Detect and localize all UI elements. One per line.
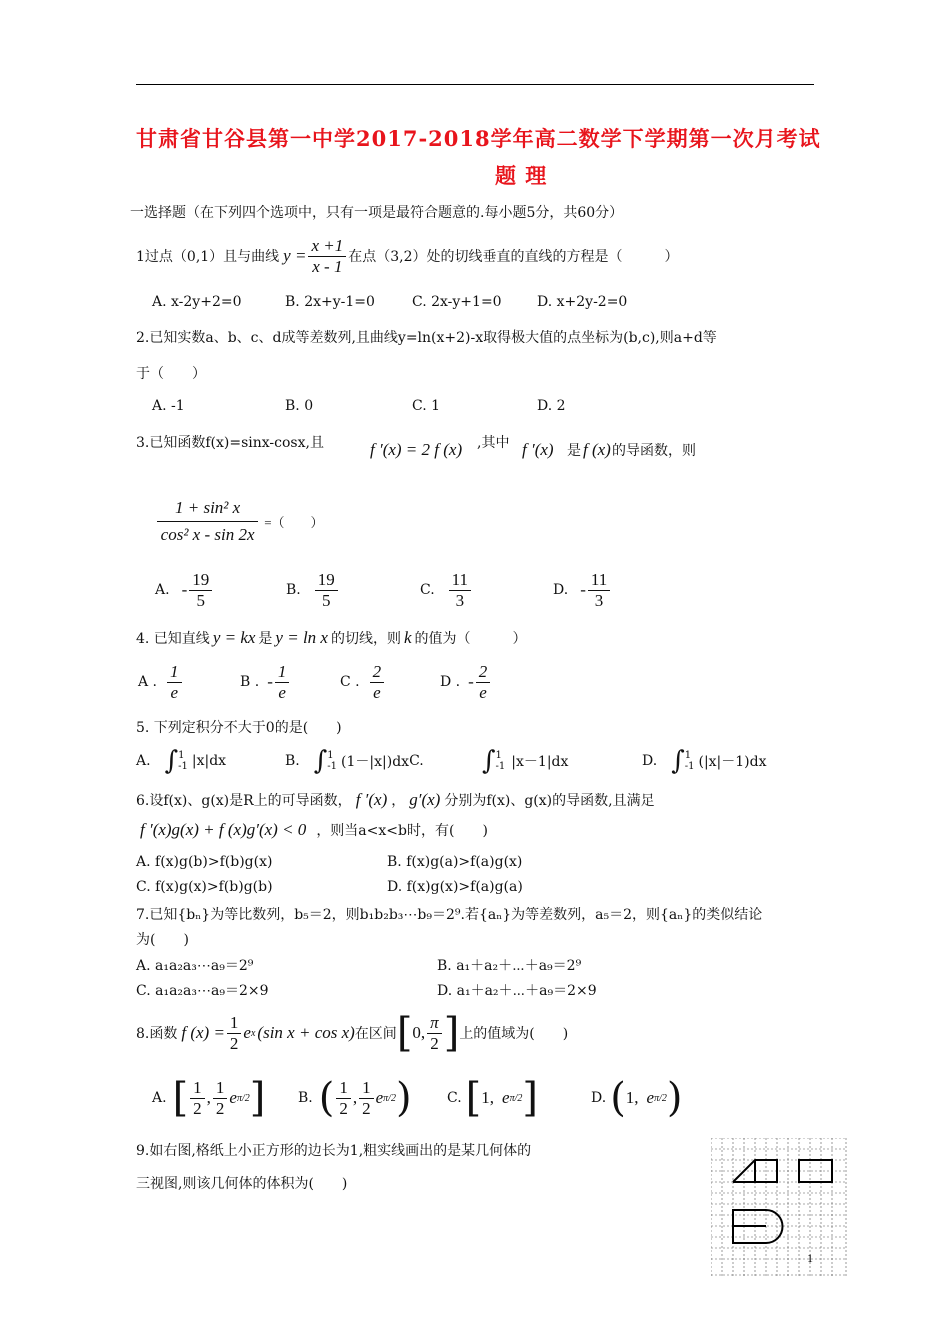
q5-bounds-c (496, 750, 506, 772)
q5-bounds-a (178, 750, 188, 772)
q3-option-a (155, 570, 214, 610)
q8-opt-d-exp: π/2 (654, 1092, 667, 1104)
q2-option-c: C. 1 (412, 398, 441, 414)
q5-lower-a: -1 (178, 761, 188, 772)
q8-opt-a-d2: 2 (215, 1098, 225, 1118)
section-heading: 一选择题（在下列四个选项中，只有一项是最符合题意的.每小题5分，共60分） (130, 205, 624, 221)
q3-option-b (286, 570, 340, 610)
q8-opt-a-lb: [ (172, 1075, 189, 1121)
q8-opt-b-comma: , (352, 1088, 358, 1107)
q4-text-d: 的值为（ ） (414, 631, 527, 647)
q4-opt-a-den: e (170, 682, 179, 702)
q5-opt-c-body: |x－1|dx (511, 754, 569, 770)
q5-upper-c: 1 (495, 750, 502, 761)
q4-option-d (440, 662, 492, 702)
q1-text-b: 在点（3,2）处的切线垂直的直线的方程是（ ） (348, 249, 679, 265)
q3-opt-d-frac (588, 570, 610, 610)
q8-opt-b-n2: 1 (359, 1078, 374, 1099)
q2-option-a: A. -1 (152, 398, 185, 414)
q4-text-a: 4. 已知直线 (136, 631, 210, 647)
q4-text-b: 是 (258, 631, 273, 647)
q8-pi: π (427, 1013, 442, 1034)
q8-opt-a-frac1 (190, 1078, 205, 1118)
title-line-1: 甘肃省甘谷县第一中学2017-2018学年高二数学下学期第一次月考试 (136, 126, 821, 151)
q3-opt-c-frac (449, 570, 471, 610)
q5-integral-sign-a: ∫ (164, 746, 179, 776)
q5-upper-b: 1 (327, 750, 334, 761)
q4-opt-d-den: e (479, 682, 487, 702)
q8-opt-d-label: D. (591, 1090, 607, 1106)
q8-opt-b-label: B. (298, 1090, 313, 1106)
q8-half-den: 2 (229, 1033, 239, 1053)
q1-option-c: C. 2x-y+1=0 (412, 294, 502, 310)
q8-opt-c-one: 1, (481, 1088, 495, 1107)
q8-opt-d-rb: ) (666, 1075, 683, 1121)
q4-option-c (340, 662, 386, 702)
q9-line-1: 9.如右图,格纸上小正方形的边长为1,粗实线画出的是某几何体的 (136, 1143, 532, 1159)
q5-upper-a: 1 (178, 750, 185, 761)
q7-option-d: D. a₁＋a₂＋⋯＋a₉＝2×9 (437, 983, 597, 999)
q6-line-1 (136, 790, 655, 810)
q8-opt-a-n2: 1 (213, 1078, 228, 1099)
three-view-grid-figure (711, 1138, 847, 1276)
q3-math-a: f ′(x) = 2 f (x) (370, 440, 463, 459)
q8-opt-b-n1: 1 (336, 1078, 351, 1099)
q5-option-a (136, 746, 226, 776)
q8-opt-b-d2: 2 (362, 1098, 371, 1118)
q3-text-b: ,其中 (477, 435, 510, 451)
q8-half-num: 1 (227, 1013, 242, 1034)
q5-opt-a-label: A. (136, 753, 151, 769)
q6-math-a: f ′(x) (355, 790, 388, 809)
q5-option-d (642, 746, 767, 776)
q3-frac-den: cos² x - sin 2x (160, 524, 255, 544)
q5-option-c (482, 746, 568, 776)
q8-option-b (298, 1070, 412, 1126)
q8-opt-b-lb: ( (318, 1075, 335, 1121)
q4-opt-b-den: e (278, 682, 286, 702)
q8-half (227, 1013, 242, 1053)
q5-option-b (285, 746, 424, 776)
q8-text-c: 上的值域为( ) (459, 1026, 569, 1042)
q3-math-b: f ′(x) (522, 440, 554, 459)
q8-e: e (243, 1023, 251, 1042)
q8-opt-c-e: e (502, 1088, 510, 1107)
q3-opt-d-den: 3 (594, 590, 604, 610)
q3-opt-b-num: 19 (315, 570, 338, 591)
q8-opt-d-e: e (646, 1088, 655, 1107)
q4-opt-d-frac (476, 662, 491, 702)
q8-opt-b-exp: π/2 (383, 1092, 396, 1104)
q8-math-f: f (x) = (181, 1023, 225, 1042)
q5-opt-b-body: (1－|x|)dx (341, 754, 410, 770)
q8-opt-a-rb: ] (249, 1075, 266, 1121)
q4-opt-d-num: 2 (476, 662, 491, 683)
q8-two: 2 (430, 1033, 439, 1053)
q9-line-2: 三视图,则该几何体的体积为( ) (136, 1176, 348, 1192)
q8-interval-left: 0, (412, 1023, 426, 1042)
q8-opt-a-n1: 1 (190, 1078, 205, 1099)
q6-text-c: 分别为f(x)、g(x)的导函数,且满足 (444, 793, 655, 809)
q3-text-a: 3.已知函数f(x)=sinx-cosx,且 (136, 435, 324, 451)
q4-text-c: 的切线，则 (330, 631, 401, 647)
q1-frac-num: x +1 (308, 236, 346, 257)
q8-opt-b-e: e (375, 1088, 384, 1107)
q8-opt-a-label: A. (152, 1090, 167, 1106)
title-line-2: 题 理 (495, 163, 548, 188)
q3-expression (155, 498, 324, 544)
q4-opt-d-label: D . (440, 674, 461, 691)
q2-option-b: B. 0 (285, 398, 314, 414)
q8-opt-a-exp: π/2 (236, 1092, 250, 1104)
q5-bounds-d (685, 750, 695, 772)
q7-line-1: 7.已知{bₙ}为等比数列，b₅＝2，则b₁b₂b₃⋯b₉＝2⁹.若{aₙ}为等差数列，a₅＝2，则{aₙ}的类似结论 (136, 907, 763, 923)
q8-opt-c-rb: ] (522, 1075, 538, 1121)
q3-frac-num: 1 + sin² x (157, 498, 258, 522)
question-1 (136, 234, 679, 278)
q8-opt-a-frac2 (213, 1078, 228, 1118)
q4-opt-b-label: B . (240, 674, 260, 691)
q6-line-2 (140, 820, 488, 840)
q3-opt-a-label: A. (155, 582, 170, 599)
page-number: 1 (807, 1251, 813, 1265)
q6-text-d: ，则当a<x<b时，有( ) (316, 823, 488, 839)
q4-math-a: y = kx (212, 628, 256, 647)
q3-opt-c-label: C. (420, 582, 435, 599)
q8-opt-a-d1: 2 (193, 1098, 202, 1118)
q3-option-d (553, 570, 612, 610)
q3-opt-a-num: 19 (189, 570, 212, 591)
q4-opt-c-frac (370, 662, 385, 702)
q8-opt-c-lb: [ (465, 1075, 482, 1121)
q8-text-a: 8.函数 (136, 1026, 178, 1042)
q6-text-b: ， (391, 793, 406, 809)
q8-option-c (447, 1070, 538, 1126)
q6-condition: f ′(x)g(x) + f (x)g′(x) < 0 (140, 820, 307, 839)
grid-lines (711, 1138, 847, 1276)
q5-integral-sign-c: ∫ (482, 746, 496, 776)
q4-opt-c-den: e (373, 682, 381, 702)
q3-opt-d-sign: - (580, 580, 586, 600)
q1-option-a: A. x-2y+2=0 (152, 294, 242, 310)
q4-opt-b-num: 1 (275, 662, 290, 683)
q8-text-b: 在区间 (354, 1026, 397, 1042)
q5-opt-d-label: D. (642, 753, 658, 769)
q5-integral-sign-b: ∫ (313, 746, 328, 776)
top-rule (136, 84, 814, 85)
q4-option-a (138, 662, 184, 702)
q4-math-c: k (403, 628, 412, 647)
q6-math-b: g′(x) (409, 790, 441, 809)
q3-opt-b-frac (315, 570, 338, 610)
q5-stem: 5. 下列定积分不大于0的是( ) (136, 720, 342, 736)
q8-opt-a-e: e (229, 1088, 237, 1107)
q8-opt-d-one: 1, (625, 1088, 639, 1107)
q8-opt-b-frac1 (336, 1078, 351, 1118)
q6-option-c: C. f(x)g(x)>f(b)g(b) (136, 879, 273, 895)
q8-bracket-left: [ (396, 1010, 413, 1056)
question-4 (136, 628, 527, 648)
q1-text-a: 1过点（0,1）且与曲线 (136, 249, 280, 265)
q3-option-c (420, 570, 473, 610)
q8-opt-c-label: C. (447, 1090, 462, 1106)
q3-text-c: 是 (567, 443, 581, 459)
q3-text-d: 的导函数，则 (612, 443, 696, 459)
q3-opt-a-sign: - (181, 580, 188, 600)
q4-opt-c-num: 2 (370, 662, 385, 683)
q5-lower-c: -1 (495, 761, 506, 772)
q3-opt-b-den: 5 (322, 590, 331, 610)
q7-option-a: A. a₁a₂a₃⋯a₉＝2⁹ (136, 958, 254, 974)
q5-opt-a-body: |x|dx (191, 753, 227, 769)
q2-option-d: D. 2 (537, 398, 566, 414)
q3-fraction (157, 498, 258, 544)
q8-option-a (152, 1070, 265, 1126)
q1-math-y: y = (283, 246, 307, 265)
q4-opt-a-num: 1 (167, 662, 182, 683)
q1-frac-den: x - 1 (312, 256, 343, 276)
q3-opt-d-num: 11 (588, 570, 610, 591)
q1-option-b: B. 2x+y-1=0 (285, 294, 375, 310)
q4-opt-a-label: A . (138, 674, 158, 691)
q6-option-a: A. f(x)g(b)>f(b)g(x) (136, 854, 273, 870)
q5-lower-b: -1 (327, 761, 338, 772)
q3-equals: =（ ） (264, 514, 324, 530)
q3-opt-c-den: 3 (455, 590, 465, 610)
q6-option-d: D. f(x)g(x)>f(a)g(a) (387, 879, 523, 895)
q8-option-d (591, 1070, 683, 1126)
q4-opt-a-frac (167, 662, 182, 702)
question-8 (136, 1008, 568, 1058)
q6-option-b: B. f(x)g(a)>f(a)g(x) (387, 854, 523, 870)
q8-opt-d-lb: ( (610, 1075, 626, 1121)
q3-opt-d-label: D. (553, 582, 569, 599)
q3-opt-b-label: B. (286, 582, 301, 599)
q5-lower-d: -1 (684, 761, 695, 772)
q5-upper-d: 1 (684, 750, 692, 761)
q8-opt-c-exp: π/2 (509, 1092, 523, 1104)
q4-opt-b-frac (275, 662, 290, 702)
q8-bracket-right: ] (443, 1010, 460, 1056)
q8-pi-over-2 (427, 1013, 442, 1053)
q6-text-a: 6.设f(x)、g(x)是R上的可导函数， (136, 793, 352, 809)
q5-opt-b-label: B. (285, 753, 300, 769)
q8-opt-b-frac2 (359, 1078, 374, 1118)
q1-fraction (308, 236, 346, 276)
q5-bounds-b (327, 750, 337, 772)
q1-option-d: D. x+2y-2=0 (537, 294, 628, 310)
q3-opt-a-frac (189, 570, 212, 610)
q3-opt-a-den: 5 (196, 590, 205, 610)
q8-exp: x (250, 1027, 256, 1039)
q3-math-c: f (x) (583, 440, 611, 459)
q2-line-2: 于（ ） (136, 366, 206, 382)
q4-opt-d-sign: - (468, 672, 474, 692)
q7-option-b: B. a₁＋a₂＋⋯＋a₉＝2⁹ (437, 958, 582, 974)
q8-opt-a-comma: , (206, 1088, 211, 1107)
q4-opt-b-sign: - (267, 672, 273, 692)
q7-line-2: 为( ) (136, 932, 189, 948)
q5-integral-sign-d: ∫ (671, 746, 685, 776)
q8-opt-b-rb: ) (395, 1075, 412, 1121)
q5-opt-c-label: C. (409, 753, 424, 769)
q4-option-b (240, 662, 291, 702)
q2-line-1: 2.已知实数a、b、c、d成等差数列,且曲线y=ln(x+2)-x取得极大值的点坐标为(b,c),则a+d等 (136, 330, 717, 346)
q8-tail: (sin x + cos x) (257, 1023, 355, 1042)
q4-math-b: y = ln x (275, 628, 328, 647)
q3-opt-c-num: 11 (449, 570, 471, 591)
q7-option-c: C. a₁a₂a₃⋯a₉＝2×9 (136, 983, 269, 999)
q4-opt-c-label: C . (340, 674, 360, 691)
q8-opt-b-d1: 2 (339, 1098, 348, 1118)
q5-opt-d-body: (|x|－1)dx (698, 754, 767, 770)
